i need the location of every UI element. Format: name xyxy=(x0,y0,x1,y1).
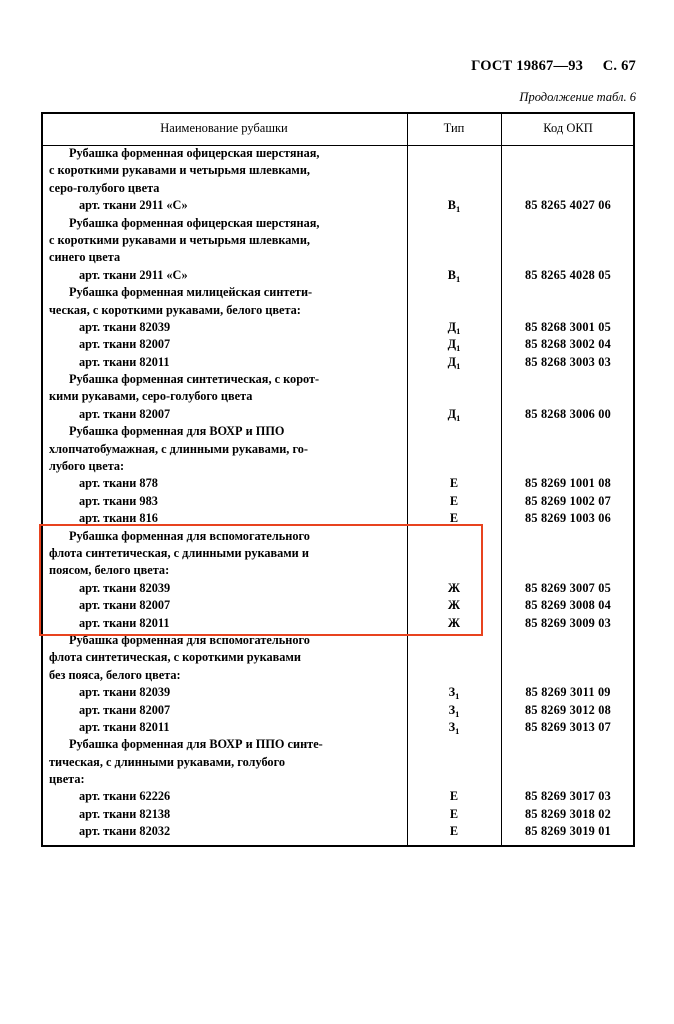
rule-top xyxy=(41,112,635,114)
table-row xyxy=(41,354,635,371)
row-code xyxy=(501,180,635,197)
row-code: 85 8268 3003 03 xyxy=(524,354,611,369)
table-row xyxy=(41,736,635,753)
row-name: тическая, с длинными рукавами, голубого xyxy=(49,754,286,769)
table-row xyxy=(41,788,635,805)
row-code: 85 8268 3002 04 xyxy=(524,337,611,352)
row-type: Е xyxy=(449,476,459,491)
row-type xyxy=(407,562,501,579)
row-type: $Д_1$ xyxy=(447,337,461,354)
table-row xyxy=(41,180,635,197)
table-row xyxy=(41,406,635,423)
table-row xyxy=(41,806,635,823)
row-code xyxy=(501,528,635,545)
standard-number: ГОСТ 19867—93 xyxy=(471,58,584,74)
table-row xyxy=(41,562,635,579)
row-type xyxy=(407,632,501,649)
row-type xyxy=(407,180,501,197)
table-row xyxy=(41,667,635,684)
row-code xyxy=(501,754,635,771)
row-code: 85 8269 1003 06 xyxy=(524,511,611,526)
row-name: арт. ткани 62226 xyxy=(79,789,171,804)
row-code xyxy=(501,545,635,562)
table-body xyxy=(41,145,635,841)
table-row xyxy=(41,197,635,214)
row-name: Рубашка форменная офицерская шерстяная, xyxy=(69,146,320,160)
row-type xyxy=(407,458,501,475)
row-type: $З_1$ xyxy=(448,719,460,736)
row-name: арт. ткани 82011 xyxy=(79,615,170,630)
row-type xyxy=(407,232,501,249)
table-row xyxy=(41,597,635,614)
row-name: Рубашка форменная для вспомогательного xyxy=(69,528,310,543)
row-name: арт. ткани 878 xyxy=(79,476,158,491)
row-name: с короткими рукавами и четырьмя шлевками, xyxy=(49,232,310,247)
table-row xyxy=(41,423,635,440)
row-name: флота синтетическая, с короткими рукавами xyxy=(49,650,301,665)
row-name: арт. ткани 82011 xyxy=(79,354,170,369)
row-name: Рубашка форменная для вспомогательного xyxy=(69,632,310,647)
table-row xyxy=(41,702,635,719)
table-row xyxy=(41,684,635,701)
row-name: Рубашка форменная милицейская синтети- xyxy=(69,285,313,300)
row-type xyxy=(407,388,501,405)
table-header-row xyxy=(41,112,635,145)
table-row xyxy=(41,754,635,771)
row-type: $З_1$ xyxy=(448,702,460,719)
row-name: синего цвета xyxy=(49,250,121,265)
row-type xyxy=(407,371,501,388)
row-type xyxy=(407,771,501,788)
row-name: Рубашка форменная синтетическая, с корот- xyxy=(69,372,320,387)
row-code: 85 8269 1002 07 xyxy=(524,493,611,508)
row-type xyxy=(407,162,501,179)
row-name: без пояса, белого цвета: xyxy=(49,667,181,682)
table-row xyxy=(41,649,635,666)
row-code xyxy=(501,632,635,649)
table-row xyxy=(41,719,635,736)
row-code: 85 8269 3011 09 xyxy=(525,685,611,700)
table-row xyxy=(41,545,635,562)
table-row xyxy=(41,302,635,319)
table-continuation-note: Продолжение табл. 6 xyxy=(519,90,636,104)
table-row xyxy=(41,336,635,353)
row-name: арт. ткани 82032 xyxy=(79,824,171,839)
table-row xyxy=(41,823,635,840)
row-type: $Д_1$ xyxy=(447,354,461,371)
row-name: арт. ткани 2911 «С» xyxy=(79,267,188,282)
rule-header-bottom xyxy=(41,145,635,146)
table-row xyxy=(41,441,635,458)
rule-bottom xyxy=(41,845,635,847)
row-name: арт. ткани 82007 xyxy=(79,406,171,421)
row-code: 85 8269 3019 01 xyxy=(524,824,611,839)
col-header-code: Код ОКП xyxy=(543,121,593,135)
table-row xyxy=(41,162,635,179)
row-code xyxy=(501,215,635,232)
row-name: Рубашка форменная офицерская шерстяная, xyxy=(69,215,320,230)
table-row xyxy=(41,475,635,492)
table-row xyxy=(41,284,635,301)
row-name: арт. ткани 82138 xyxy=(79,806,171,821)
table-row xyxy=(41,232,635,249)
row-code: 85 8269 3012 08 xyxy=(524,702,611,717)
row-type xyxy=(407,284,501,301)
row-code xyxy=(501,423,635,440)
row-type xyxy=(407,423,501,440)
row-name: арт. ткани 82007 xyxy=(79,598,171,613)
rule-right xyxy=(633,112,635,845)
row-code: 85 8269 3008 04 xyxy=(524,598,611,613)
row-name: лубого цвета: xyxy=(49,459,125,474)
rule-col-2 xyxy=(501,112,502,845)
page-number: С. 67 xyxy=(602,58,636,74)
row-type xyxy=(407,649,501,666)
table-row xyxy=(41,319,635,336)
row-name: поясом, белого цвета: xyxy=(49,563,170,578)
table-row xyxy=(41,580,635,597)
row-type xyxy=(407,145,501,162)
row-name: арт. ткани 82007 xyxy=(79,337,171,352)
row-name: арт. ткани 2911 «С» xyxy=(79,198,188,213)
table-row xyxy=(41,493,635,510)
row-type: Ж xyxy=(447,598,461,613)
row-type: Ж xyxy=(447,615,461,630)
row-type: Е xyxy=(449,493,459,508)
row-type: $З_1$ xyxy=(448,685,460,702)
col-header-type: Тип xyxy=(443,121,465,135)
table-row xyxy=(41,528,635,545)
row-code: 85 8269 3018 02 xyxy=(524,806,611,821)
row-code: 85 8269 3007 05 xyxy=(524,580,611,595)
row-code xyxy=(501,771,635,788)
row-code xyxy=(501,667,635,684)
row-name: арт. ткани 82039 xyxy=(79,685,171,700)
table-row xyxy=(41,215,635,232)
row-name: арт. ткани 816 xyxy=(79,511,158,526)
row-type xyxy=(407,441,501,458)
row-type: $Д_1$ xyxy=(447,319,461,336)
table-row xyxy=(41,388,635,405)
row-name: арт. ткани 82007 xyxy=(79,702,171,717)
row-code xyxy=(501,284,635,301)
row-name: с короткими рукавами и четырьмя шлевками, xyxy=(49,163,310,178)
row-name: арт. ткани 82039 xyxy=(79,580,171,595)
row-code xyxy=(501,302,635,319)
table-row xyxy=(41,771,635,788)
row-code xyxy=(501,736,635,753)
row-code: 85 8265 4027 06 xyxy=(524,198,611,213)
row-name: кими рукавами, серо-голубого цвета xyxy=(49,389,253,404)
table-row xyxy=(41,249,635,266)
row-code xyxy=(501,232,635,249)
row-type: $В_1$ xyxy=(447,198,461,215)
rule-left xyxy=(41,112,43,845)
row-type: Е xyxy=(449,806,459,821)
row-code: 85 8265 4028 05 xyxy=(524,267,611,282)
row-type xyxy=(407,736,501,753)
row-type xyxy=(407,302,501,319)
row-code xyxy=(501,162,635,179)
table-row xyxy=(41,267,635,284)
row-type: Е xyxy=(449,511,459,526)
row-name: флота синтетическая, с длинными рукавами и xyxy=(49,545,309,560)
row-type xyxy=(407,667,501,684)
row-code xyxy=(501,562,635,579)
row-code: 85 8268 3006 00 xyxy=(524,406,611,421)
row-code xyxy=(501,249,635,266)
row-code xyxy=(501,388,635,405)
row-code xyxy=(501,145,635,162)
row-type: $В_1$ xyxy=(447,267,461,284)
row-name: арт. ткани 983 xyxy=(79,493,158,508)
row-name: Рубашка форменная для ВОХР и ППО xyxy=(69,424,285,439)
row-code: 85 8269 3009 03 xyxy=(524,615,611,630)
table-row xyxy=(41,615,635,632)
row-name: ческая, с короткими рукавами, белого цвета: xyxy=(49,302,301,317)
row-type: Е xyxy=(449,789,459,804)
row-code xyxy=(501,371,635,388)
row-type: Е xyxy=(449,824,459,839)
table-row xyxy=(41,371,635,388)
row-type xyxy=(407,215,501,232)
row-code: 85 8268 3001 05 xyxy=(524,319,611,334)
row-name: арт. ткани 82039 xyxy=(79,319,171,334)
table-row xyxy=(41,632,635,649)
page-header xyxy=(471,58,636,75)
row-type xyxy=(407,249,501,266)
row-type: Ж xyxy=(447,580,461,595)
table-row xyxy=(41,510,635,527)
row-name: Рубашка форменная для ВОХР и ППО синте- xyxy=(69,737,323,752)
row-code xyxy=(501,458,635,475)
row-type xyxy=(407,545,501,562)
row-code xyxy=(501,649,635,666)
col-header-name: Наименование рубашки xyxy=(160,121,288,135)
row-code xyxy=(501,441,635,458)
table-row xyxy=(41,458,635,475)
row-type: $Д_1$ xyxy=(447,406,461,423)
row-name: цвета: xyxy=(49,772,85,787)
row-type xyxy=(407,528,501,545)
row-code: 85 8269 3013 07 xyxy=(524,719,611,734)
rule-col-1 xyxy=(407,112,408,845)
row-name: хлопчатобумажная, с длинными рукавами, го- xyxy=(49,441,308,456)
row-name: серо-голубого цвета xyxy=(49,180,160,195)
row-code: 85 8269 3017 03 xyxy=(524,789,611,804)
row-name: арт. ткани 82011 xyxy=(79,719,170,734)
row-code: 85 8269 1001 08 xyxy=(524,476,611,491)
row-type xyxy=(407,754,501,771)
table-row xyxy=(41,145,635,162)
